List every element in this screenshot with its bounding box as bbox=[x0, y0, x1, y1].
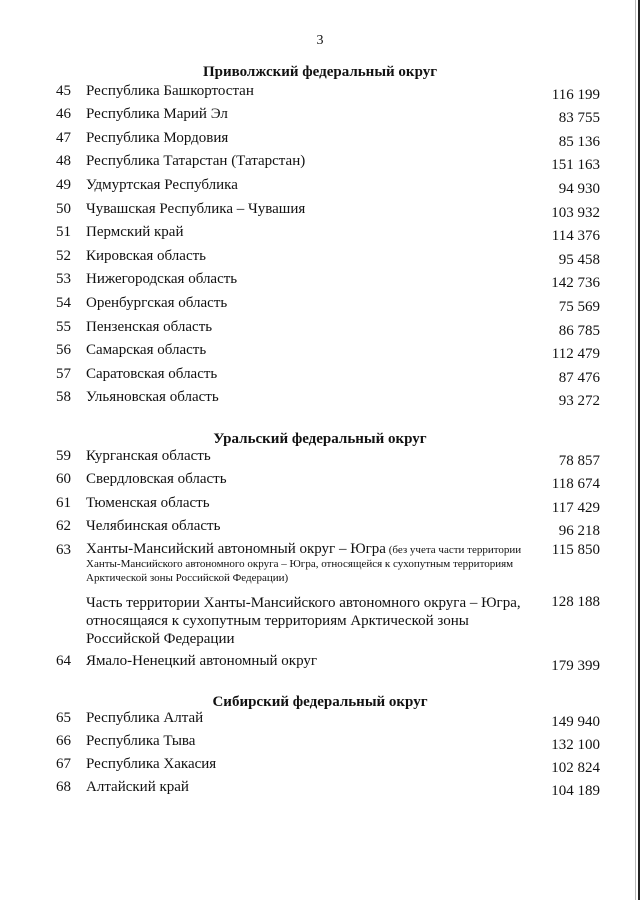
row-number: 51 bbox=[56, 224, 71, 240]
region-value: 103 932 bbox=[551, 205, 600, 221]
scan-edge-shadow bbox=[635, 0, 636, 900]
region-name: Пензенская область bbox=[86, 319, 213, 335]
row-number: 61 bbox=[56, 495, 71, 511]
row-number: 45 bbox=[56, 83, 71, 99]
row-number: 67 bbox=[56, 756, 71, 772]
section-heading-volga: Приволжский федеральный округ bbox=[202, 64, 438, 80]
region-value: 118 674 bbox=[551, 476, 600, 492]
region-value: 95 458 bbox=[558, 252, 600, 268]
region-name: Чувашская Республика – Чувашия bbox=[86, 201, 306, 217]
region-name: Алтайский край bbox=[86, 779, 189, 795]
region-value: 142 736 bbox=[551, 275, 600, 291]
region-name: Ямало-Ненецкий автономный округ bbox=[86, 653, 318, 669]
region-name: Свердловская область bbox=[86, 471, 227, 487]
region-value: 116 199 bbox=[551, 87, 600, 103]
region-name: Челябинская область bbox=[86, 518, 221, 534]
row-number: 66 bbox=[56, 733, 71, 749]
region-name: Удмуртская Республика bbox=[86, 177, 238, 193]
region-value: 78 857 bbox=[558, 453, 600, 469]
region-name: Республика Мордовия bbox=[86, 130, 229, 146]
region-name: Курганская область bbox=[86, 448, 211, 464]
row-number: 52 bbox=[56, 248, 71, 264]
region-name: Часть территории Ханты-Мансийского автономного округа – Югра, относящаяся к сухопутным территориям Арктической зоны Российской Федерации bbox=[86, 595, 521, 647]
region-name: Ханты-Мансийский автономный округ – Югра bbox=[86, 541, 386, 557]
region-value: 151 163 bbox=[551, 157, 600, 173]
page-number: 3 bbox=[316, 33, 324, 48]
region-name: Пермский край bbox=[86, 224, 184, 240]
row-number: 64 bbox=[56, 653, 71, 669]
region-value: 87 476 bbox=[558, 370, 600, 386]
region-name: Кировская область bbox=[86, 248, 207, 264]
region-value: 149 940 bbox=[551, 714, 600, 730]
region-name: Ульяновская область bbox=[86, 389, 219, 405]
region-value: 85 136 bbox=[558, 134, 600, 150]
row-number: 49 bbox=[56, 177, 71, 193]
region-value: 86 785 bbox=[558, 323, 600, 339]
region-value: 94 930 bbox=[558, 181, 600, 197]
row-number: 48 bbox=[56, 153, 71, 169]
section-heading-siberia: Сибирский федеральный округ bbox=[212, 694, 428, 710]
row-number: 54 bbox=[56, 295, 71, 311]
region-name: Республика Марий Эл bbox=[86, 106, 228, 122]
row-number: 62 bbox=[56, 518, 71, 534]
section-heading-ural: Уральский федеральный округ bbox=[213, 431, 427, 447]
row-number: 53 bbox=[56, 271, 71, 287]
row-number: 57 bbox=[56, 366, 71, 382]
region-value: 179 399 bbox=[551, 658, 600, 674]
region-name: Оренбургская область bbox=[86, 295, 228, 311]
region-name: Республика Тыва bbox=[86, 733, 196, 749]
region-value: 128 188 bbox=[551, 594, 600, 610]
region-name: Самарская область bbox=[86, 342, 207, 358]
region-value: 102 824 bbox=[551, 760, 600, 776]
region-value: 93 272 bbox=[558, 393, 600, 409]
row-number: 47 bbox=[56, 130, 71, 146]
region-note: (без учета части территории Ханты-Мансийского автономного округа – Югра, относящейся к сухопутным территориям Арктической зоны Российской Федерации) bbox=[86, 544, 522, 584]
region-name: Республика Алтай bbox=[86, 710, 204, 726]
row-number: 56 bbox=[56, 342, 71, 358]
region-value: 104 189 bbox=[551, 783, 600, 799]
region-value: 75 569 bbox=[558, 299, 600, 315]
region-value: 83 755 bbox=[558, 110, 600, 126]
row-number: 59 bbox=[56, 448, 71, 464]
row-number: 50 bbox=[56, 201, 71, 217]
row-number: 68 bbox=[56, 779, 71, 795]
region-value: 115 850 bbox=[551, 542, 600, 558]
region-name: Республика Татарстан (Татарстан) bbox=[86, 153, 306, 169]
region-name: Саратовская область bbox=[86, 366, 218, 382]
region-name: Нижегородская область bbox=[86, 271, 238, 287]
region-value: 112 479 bbox=[551, 346, 600, 362]
region-name: Республика Башкортостан bbox=[86, 83, 254, 99]
row-number: 65 bbox=[56, 710, 71, 726]
region-name: Тюменская область bbox=[86, 495, 210, 511]
row-number: 46 bbox=[56, 106, 71, 122]
row-number: 55 bbox=[56, 319, 71, 335]
region-name: Республика Хакасия bbox=[86, 756, 217, 772]
region-value: 117 429 bbox=[551, 500, 600, 516]
region-value: 132 100 bbox=[551, 737, 600, 753]
row-number: 63 bbox=[56, 542, 71, 558]
row-number: 58 bbox=[56, 389, 71, 405]
region-value: 96 218 bbox=[558, 523, 600, 539]
region-name-with-note bbox=[86, 542, 536, 585]
region-value: 114 376 bbox=[551, 228, 600, 244]
row-number: 60 bbox=[56, 471, 71, 487]
